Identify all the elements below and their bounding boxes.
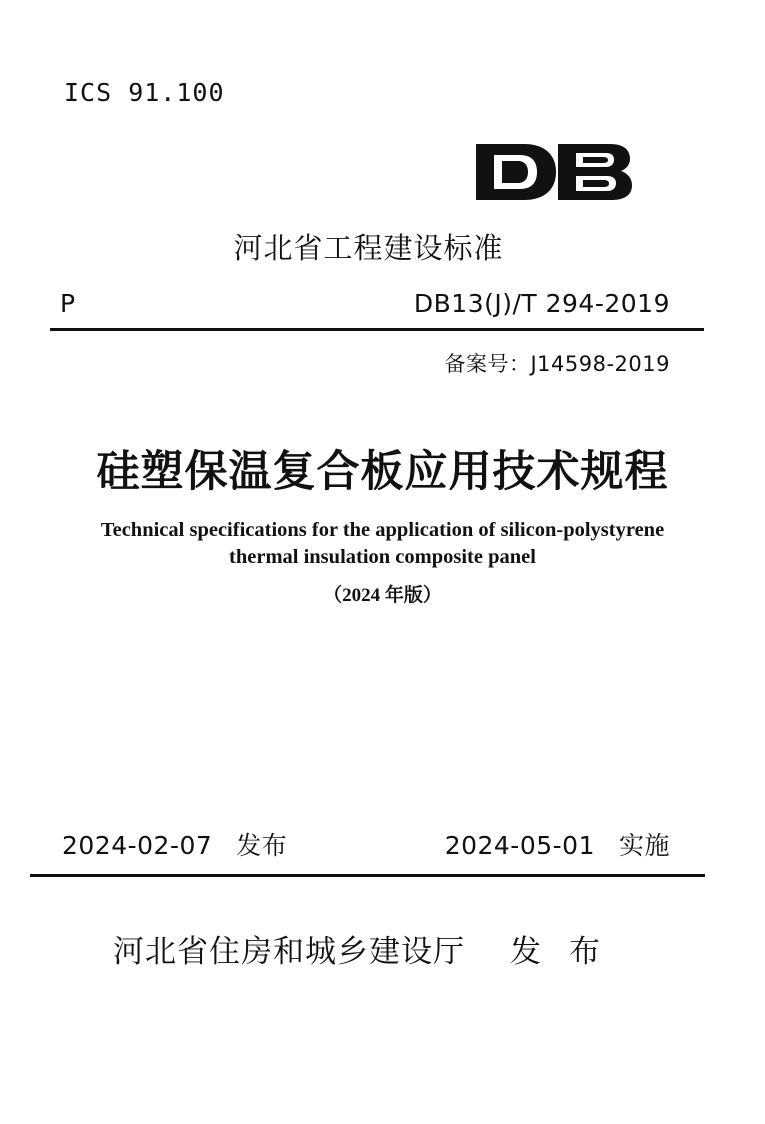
english-title: [40, 517, 725, 571]
issue-date-block: [62, 826, 287, 862]
bottom-divider: [30, 874, 705, 877]
issuing-authority: 河北省住房和城乡建设厅: [113, 934, 465, 970]
standard-number: DB13(J)/T 294-2019: [413, 289, 670, 318]
top-divider: [50, 328, 704, 331]
implementation-label: 实施: [618, 831, 670, 860]
db-logo-letter-d: [476, 144, 556, 200]
english-title-line-1: Technical specifications for the application of silicon-polystyrene: [100, 519, 665, 541]
ics-code: ICS 91.100: [64, 78, 225, 107]
standard-category: [0, 226, 765, 267]
issuing-action: 发布: [510, 934, 628, 970]
issue-label: 发布: [236, 831, 288, 860]
english-title-line-2: thermal insulation composite panel: [229, 546, 536, 568]
chinese-title: 硅塑保温复合板应用技术规程: [96, 447, 669, 497]
implementation-date: 2024-05-01: [444, 831, 595, 860]
implementation-date-block: [445, 826, 670, 862]
issue-date: 2024-02-07: [62, 831, 213, 860]
record-number: 备案号：J14598-2019: [444, 352, 670, 376]
db-logo-letter-b: [558, 144, 632, 200]
classification-code: P: [60, 289, 76, 318]
edition-label: （2024 年版）: [323, 585, 442, 606]
standard-category-text: 河北省工程建设标准: [233, 231, 504, 265]
db-logo-graphic: [472, 140, 634, 204]
db-logo: [472, 140, 634, 204]
